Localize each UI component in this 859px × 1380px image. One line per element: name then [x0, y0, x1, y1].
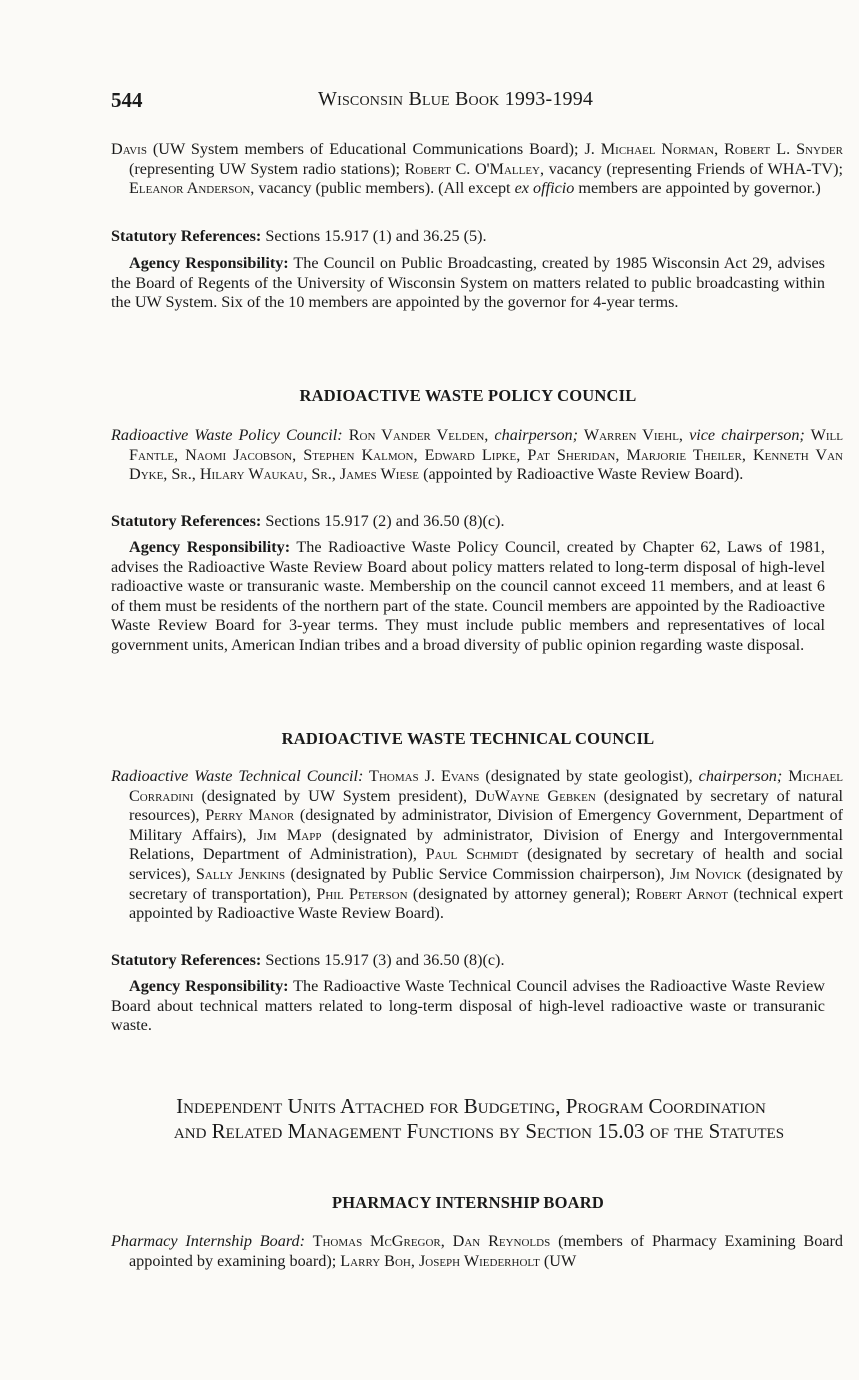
member-name: Michael Corradini — [129, 767, 843, 805]
council-label: Radioactive Waste Policy Council: — [111, 426, 343, 444]
members-continuation — [111, 140, 843, 199]
member-name: DuWayne Gebken — [475, 786, 596, 805]
pharmacy-board-members — [111, 1232, 843, 1271]
statutory-label: Statutory References: — [111, 512, 262, 530]
council-label: Radioactive Waste Technical Council: — [111, 767, 364, 785]
member-name: Robert Arnot — [635, 884, 728, 903]
member-note: (UW — [539, 1251, 577, 1270]
member-note: (UW System members of Educational Communications Board); — [146, 140, 585, 158]
member-name: Robert C. O'Malley — [404, 159, 540, 178]
member-note: (members of Pharmacy Examining Board appointed by examining board); — [129, 1232, 843, 1270]
member-note: (designated by administrator, Division of Emergency Government, Department of Military Affairs), — [129, 806, 844, 844]
member-note: (appointed by Radioactive Waste Review Board). — [419, 465, 744, 484]
role: chairperson; — [698, 767, 783, 785]
division-heading-line: and Related Management Functions by Section 15.03 of the Statutes — [173, 1119, 785, 1143]
member-name: Jim Mapp — [256, 825, 322, 844]
agency-responsibility — [111, 977, 825, 1036]
statutory-label: Statutory References: — [111, 951, 262, 969]
agency-text: The Council on Public Broadcasting, created by 1985 Wisconsin Act 29, advises the Board of Regents of the University of Wisconsin System on matters related to public broadcasting within the UW System. Six of the 10 members are appointed by the governor for 4-year terms. — [111, 254, 825, 312]
policy-council-members — [111, 426, 843, 485]
agency-text: The Radioactive Waste Policy Council, created by Chapter 62, Laws of 1981, advises the Radioactive Waste Review Board about policy matters related to long-term disposal of high-level radioactive waste or transuranic waste. Membership on the council cannot exceed 11 members, and at least 6 of them must be residents of the northern part of the state. Council members are appointed by the Radioactive Waste Review Board for 3-year terms. They must include public members and representatives of local government units, American Indian tribes and a broad diversity of public opinion regarding waste disposal. — [111, 538, 825, 654]
member-name: Thomas McGregor, Dan Reynolds — [305, 1232, 551, 1250]
member-name: Warren Viehl — [578, 426, 679, 444]
member-name: J. Michael Norman, Robert L. Snyder — [584, 140, 843, 158]
division-heading — [111, 1094, 831, 1144]
section-heading: RADIOACTIVE WASTE POLICY COUNCIL — [299, 386, 637, 405]
running-title: Wisconsin Blue Book 1993-1994 — [318, 88, 594, 110]
member-name: Ron Vander Velden — [342, 426, 485, 444]
agency-responsibility — [111, 254, 825, 313]
statutory-text: Sections 15.917 (3) and 36.50 (8)(c). — [261, 951, 505, 969]
role: chairperson; — [494, 426, 579, 444]
member-note: , vacancy (representing Friends of WHA-TV); — [540, 159, 843, 178]
member-note: (designated by UW System president), — [193, 786, 476, 805]
member-note: (designated by administrator, Division of Energy and Intergovernmental Relations, Department of Administration), — [129, 825, 843, 864]
member-name: Larry Boh, Joseph Wiederholt — [340, 1251, 540, 1270]
member-name: Jim Novick — [669, 864, 742, 883]
division-heading-line: Independent Units Attached for Budgeting, Program Coordination — [176, 1094, 766, 1118]
agency-label: Agency Responsibility: — [129, 538, 291, 556]
member-name: Perry Manor — [205, 806, 295, 825]
section-heading: RADIOACTIVE WASTE TECHNICAL COUNCIL — [281, 729, 655, 748]
statutory-label: Statutory References: — [111, 227, 262, 245]
member-note: (designated by Public Service Commission chairperson), — [285, 864, 670, 883]
member-name: Phil Peterson — [316, 884, 408, 903]
member-note: , vacancy (public members). (All except — [250, 179, 515, 198]
agency-text: The Radioactive Waste Technical Council advises the Radioactive Waste Review Board about technical matters related to long-term disposal of high-level radioactive waste or transuranic waste. — [111, 977, 825, 1035]
statutory-text: Sections 15.917 (2) and 36.50 (8)(c). — [261, 512, 505, 530]
statutory-text: Sections 15.917 (1) and 36.25 (5). — [261, 227, 487, 245]
member-note: (representing UW System radio stations); — [129, 159, 405, 178]
agency-responsibility — [111, 538, 825, 656]
statutory-references — [111, 227, 825, 247]
agency-label: Agency Responsibility: — [129, 254, 289, 272]
agency-label: Agency Responsibility: — [129, 977, 289, 995]
member-note: (designated by secretary of transportation), — [129, 864, 844, 903]
member-name: Thomas J. Evans — [363, 767, 480, 785]
section-heading: PHARMACY INTERNSHIP BOARD — [331, 1193, 605, 1212]
member-note: (designated by attorney general); — [407, 884, 636, 903]
page-header — [111, 88, 831, 118]
member-name: Will Fantle, Naomi Jacobson, Stephen Kalmon, Edward Lipke, Pat Sheridan, Marjorie Theiler, Kenneth Van Dyke, Sr., Hilary Waukau, Sr., James Wiese — [129, 426, 843, 484]
page-number: 544 — [111, 88, 143, 112]
member-name: Paul Schmidt — [425, 845, 519, 864]
statutory-references — [111, 512, 825, 532]
member-name: Eleanor Anderson — [129, 179, 251, 198]
member-name: Sally Jenkins — [195, 864, 286, 883]
statutory-references — [111, 951, 825, 971]
council-label: Pharmacy Internship Board: — [111, 1232, 306, 1250]
role: vice chairperson; — [689, 426, 805, 444]
member-note: (technical expert appointed by Radioactive Waste Review Board). — [129, 884, 843, 923]
member-note: ex officio — [514, 179, 575, 198]
member-name: Davis — [111, 140, 147, 158]
technical-council-members — [111, 767, 843, 924]
member-note: (designated by state geologist), — [479, 767, 699, 785]
member-note: (designated by secretary of natural resources), — [129, 786, 844, 825]
member-note: members are appointed by governor.) — [574, 179, 821, 198]
separator: , — [484, 426, 495, 444]
separator: , — [678, 426, 690, 444]
member-note: (designated by secretary of health and social services), — [129, 845, 843, 883]
